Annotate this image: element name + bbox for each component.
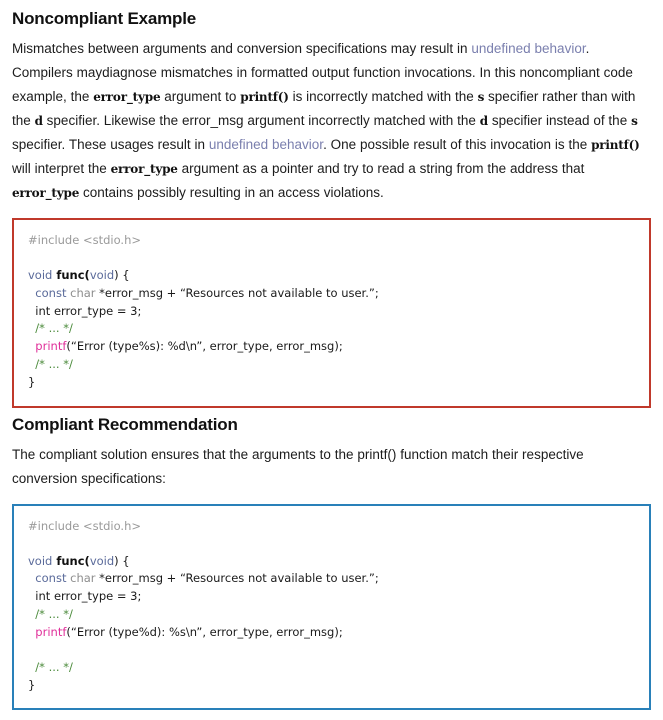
noncompliant-code-block [12,218,651,408]
code-line-function-signature [28,267,635,285]
code-type-char: char [70,571,96,586]
code-preprocessor-directive: #include <stdio.h> [28,518,142,533]
code-printf-arguments: (“Error (type%d): %s\n”, error_type, error_msg); [66,624,343,639]
compliant-recommendation-heading: Compliant Recommendation [12,414,238,434]
code-line-closing-brace [28,374,635,392]
code-line-comment-1 [28,606,635,624]
code-comment: /* ... */ [28,607,73,622]
code-brace-open: ) { [114,553,130,568]
code-printf-call: printf [28,624,67,639]
code-function-name: func( [52,553,90,568]
code-printf-arguments: (“Error (type%s): %d\n”, error_type, error_msg); [66,339,343,354]
paragraph-text-segment: is incorrectly matched with the [288,89,478,105]
paragraph-text-segment: specifier rather than with the [12,89,636,129]
compliant-code-block [12,504,651,711]
noncompliant-example-heading: Noncompliant Example [12,9,196,28]
code-type-char: char [70,285,96,300]
code-line-include [28,518,635,536]
code-comment: /* ... */ [28,659,73,674]
inline-code-error-type: error_type [93,90,161,105]
inline-code-d-specifier: d [34,114,43,129]
code-decl-remainder: *error_msg + “Resources not available to user.”; [95,571,379,586]
code-brace-open: ) { [114,268,130,283]
code-decl-remainder: *error_msg + “Resources not available to user.”; [95,285,379,300]
paragraph-text-segment: . Compilers maydiagnose mismatches in formatted output function invocations. In this noncompliant code example, the [12,41,633,105]
code-line-comment-1 [28,320,635,338]
code-comment: /* ... */ [28,321,73,336]
code-line-printf [28,338,635,356]
paragraph-text-segment: will interpret the [12,161,111,177]
paragraph-text-segment: specifier instead of the [487,113,632,129]
code-int-declaration: int error_type = 3; [28,303,142,318]
code-brace-close: } [28,677,36,692]
code-blank-line [28,250,635,267]
code-line-printf [28,624,635,642]
code-keyword-void: void [89,268,115,283]
code-line-int-decl [28,588,635,606]
code-brace-close: } [28,374,36,389]
paragraph-text-segment: specifier. These usages result in [12,137,209,153]
inline-code-s-specifier: s [631,114,638,129]
code-keyword-void: void [28,268,53,283]
paragraph-text-segment: specifier. Likewise the error_msg argument incorrectly matched with the [42,113,480,129]
paragraph-text-segment: Mismatches between arguments and conversion specifications may result in [12,41,472,57]
code-line-function-signature [28,553,635,571]
paragraph-text-segment: argument as a pointer and try to read a string from the address that [177,161,585,177]
code-keyword-void: void [89,553,115,568]
code-preprocessor-directive: #include <stdio.h> [28,233,142,248]
code-keyword-const: const [28,571,71,586]
inline-code-error-type: error_type [12,186,80,201]
code-line-comment-2 [28,356,635,374]
code-function-name: func( [52,268,90,283]
undefined-behavior-link[interactable]: undefined behavior [471,41,586,57]
paragraph-text-segment: argument to [160,89,241,105]
code-comment: /* ... */ [28,357,73,372]
code-blank-line [28,536,635,553]
code-line-closing-brace [28,677,635,695]
paragraph-text-segment: . One possible result of this invocation is the [323,137,592,153]
inline-code-error-type: error_type [110,162,178,177]
compliant-paragraph: The compliant solution ensures that the arguments to the printf() function match their respective conversion specifications: [12,446,584,486]
code-line-include [28,232,635,250]
code-blank-line [28,642,635,659]
inline-code-printf: printf() [591,138,640,153]
paragraph-text-segment: contains possibly resulting in an access violations. [79,185,384,201]
code-printf-call: printf [28,339,67,354]
inline-code-printf: printf() [240,90,289,105]
code-int-declaration: int error_type = 3; [28,589,142,604]
code-line-int-decl [28,303,635,321]
code-keyword-void: void [28,553,53,568]
code-keyword-const: const [28,285,71,300]
code-line-const-char-decl [28,285,635,303]
code-line-comment-2 [28,659,635,677]
code-line-const-char-decl [28,570,635,588]
inline-code-d-specifier: d [479,114,488,129]
noncompliant-paragraph [12,37,651,205]
inline-code-s-specifier: s [477,90,485,105]
undefined-behavior-link[interactable]: undefined behavior [208,137,324,153]
